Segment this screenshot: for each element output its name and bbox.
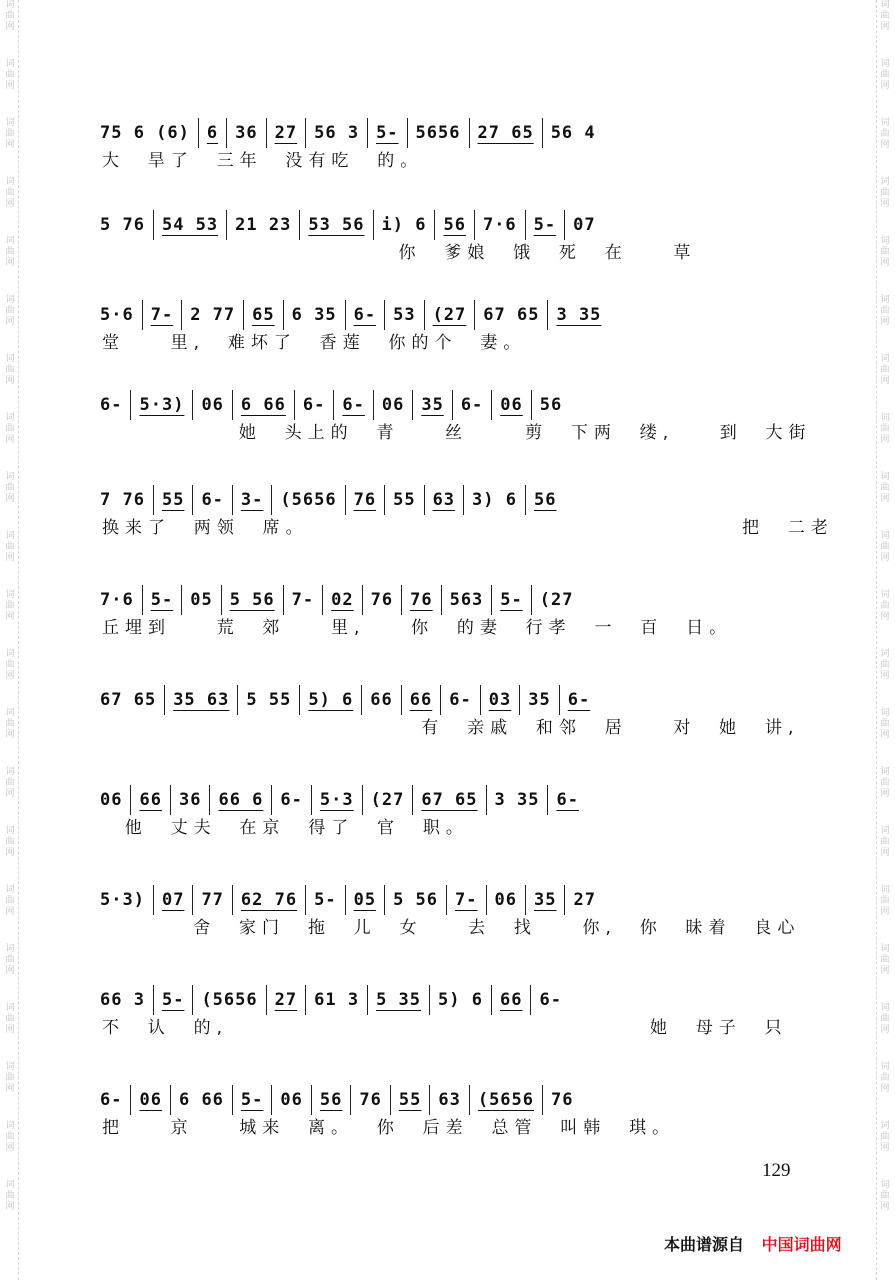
measure: 35 [520,685,559,715]
score-system [92,885,812,941]
measure: 06 [492,390,531,420]
measure: 06 [92,785,131,815]
watermark-text: 词曲网 [880,1121,890,1153]
watermark-text: 词曲网 [5,295,15,327]
watermark-text: 词曲网 [5,1003,15,1035]
watermark-text: 词曲网 [880,531,890,563]
watermark-text: 词曲网 [5,1121,15,1153]
watermark-text: 词曲网 [5,1062,15,1094]
watermark-text: 词曲网 [880,708,890,740]
measure: 6- [92,1085,131,1115]
measure: 7·6 [475,210,526,240]
watermark-text: 词曲网 [880,59,890,91]
measure: 6 [199,118,227,148]
measure: 5) 6 [430,985,492,1015]
measure: 7- [284,585,323,615]
watermark-text: 词曲网 [880,177,890,209]
measure: i) 6 [374,210,436,240]
measure: 76 [402,585,441,615]
watermark-text: 词曲网 [880,354,890,386]
measure: 21 23 [227,210,300,240]
notation-line [92,390,812,420]
measure: 5·3) [92,885,154,915]
watermark-text: 词曲网 [5,531,15,563]
measure: 66 3 [92,985,154,1015]
measure: 5- [526,210,565,240]
score-system [92,300,812,356]
left-watermark-strip [2,0,19,1280]
measure: 2 77 [182,300,244,330]
score-system [92,585,812,641]
notation-line [92,1085,812,1115]
measure: 5·3 [312,785,363,815]
measure: 55 [154,485,193,515]
measure: 3 35 [487,785,549,815]
measure: 35 63 [165,685,238,715]
watermark-text: 词曲网 [880,413,890,445]
measure: 06 [131,1085,170,1115]
measure: 5- [233,1085,272,1115]
watermark-text: 词曲网 [5,885,15,917]
watermark-text: 词曲网 [880,1003,890,1035]
measure: 6- [556,790,579,810]
measure: 5) 6 [300,685,362,715]
measure: 56 [539,395,563,415]
measure: 5 76 [92,210,154,240]
measure: 7- [447,885,486,915]
measure: 06 [487,885,526,915]
measure: 35 [413,390,452,420]
measure: (27 [363,785,414,815]
notation-line [92,985,812,1015]
lyrics-line: 换来了 两领 席。 把 二老 [102,518,834,538]
lyrics-line: 丘埋到 荒 郊 里, 你 的妻 行孝 一 百 日。 [102,618,733,638]
measure: 55 [385,485,424,515]
measure: 67 65 [413,785,486,815]
measure: 6 66 [233,390,295,420]
measure: 54 53 [154,210,227,240]
lyrics-line: 舍 家门 拖 儿 女 去 找 你, 你 昧着 良心 [102,918,801,938]
measure: 6- [334,390,373,420]
lyrics-line: 他 丈夫 在京 得了 官 职。 [102,818,469,838]
page-number: 129 [762,1160,791,1181]
measure: 5- [143,585,182,615]
measure: 27 65 [470,118,543,148]
notation-line [92,210,812,240]
measure: 77 [193,885,232,915]
watermark-text: 词曲网 [5,708,15,740]
measure: (5656 [272,485,345,515]
watermark-text: 词曲网 [5,1180,15,1212]
measure: 56 [534,490,557,510]
measure: 67 65 [92,685,165,715]
measure: 02 [323,585,362,615]
score-system [92,785,812,841]
notation-line [92,885,812,915]
lyrics-line: 把 京 城来 离。 你 后差 总管 叫韩 琪。 [102,1118,676,1138]
measure: 27 [267,118,306,148]
score-system [92,390,812,446]
source-credit [664,1232,842,1255]
measure: (5656 [193,985,266,1015]
measure: (5656 [470,1085,543,1115]
watermark-text: 词曲网 [880,472,890,504]
watermark-text: 词曲网 [5,944,15,976]
measure: 76 [351,1085,390,1115]
measure: 53 56 [300,210,373,240]
notation-line [92,585,812,615]
watermark-text: 词曲网 [880,590,890,622]
measure: 5- [306,885,345,915]
measure: 66 [402,685,441,715]
score-system [92,210,812,266]
score-system [92,1085,812,1141]
lyrics-line: 大 旱了 三年 没有吃 的。 [102,151,424,171]
measure: 35 [526,885,565,915]
lyrics-line: 有 亲戚 和邻 居 对 她 讲, [102,718,800,738]
measure: 563 [442,585,493,615]
watermark-text: 词曲网 [5,236,15,268]
measure: 76 [346,485,385,515]
measure: (27 [539,590,574,610]
measure: 6- [272,785,311,815]
measure: 56 [312,1085,351,1115]
measure: 6 35 [284,300,346,330]
watermark-text: 词曲网 [5,472,15,504]
measure: 76 [363,585,402,615]
watermark-text: 词曲网 [5,0,15,32]
measure: 66 [492,985,531,1015]
measure: 5 35 [368,985,430,1015]
measure: 6 66 [171,1085,233,1115]
measure: 3) 6 [464,485,526,515]
measure: 27 [573,890,596,910]
measure: 6- [346,300,385,330]
measure: 7 76 [92,485,154,515]
measure: 27 [267,985,306,1015]
lyrics-line: 不 认 的, 她 母子 只 [102,1018,788,1038]
watermark-text: 词曲网 [880,649,890,681]
watermark-text: 词曲网 [880,1062,890,1094]
measure: 55 [391,1085,430,1115]
measure: 07 [154,885,193,915]
watermark-text: 词曲网 [5,826,15,858]
lyrics-line: 她 头上的 青 丝 剪 下两 缕, 到 大街 [102,423,812,443]
measure: 5 56 [385,885,447,915]
source-label: 本曲谱源自 [664,1235,745,1254]
measure: 67 65 [475,300,548,330]
watermark-text: 词曲网 [880,826,890,858]
measure: 5- [154,985,193,1015]
measure: 3- [233,485,272,515]
watermark-text: 词曲网 [880,767,890,799]
watermark-text: 词曲网 [880,295,890,327]
measure: 5- [368,118,407,148]
measure: 6- [193,485,232,515]
measure: 3 35 [556,305,602,325]
measure: 36 [227,118,266,148]
measure: 7·6 [92,585,143,615]
watermark-text: 词曲网 [5,767,15,799]
measure: 6- [567,690,591,710]
measure: 5 56 [222,585,284,615]
measure: 5- [492,585,531,615]
measure: 66 [362,685,401,715]
measure: 63 [425,485,464,515]
watermark-text: 词曲网 [880,885,890,917]
measure: 66 [131,785,170,815]
watermark-text: 词曲网 [5,118,15,150]
notation-line [92,300,812,330]
watermark-text: 词曲网 [880,236,890,268]
score-system [92,118,812,174]
lyrics-line: 你 爹娘 饿 死 在 草 [102,243,697,263]
measure: 6- [295,390,334,420]
score-system [92,485,834,541]
measure: 75 6 (6) [92,118,199,148]
measure: 06 [193,390,232,420]
notation-line [92,118,812,148]
measure: (27 [425,300,476,330]
measure: 6- [539,990,562,1010]
measure: 53 [385,300,424,330]
measure: 5656 [408,118,470,148]
measure: 6- [453,390,492,420]
watermark-text: 词曲网 [880,1180,890,1212]
measure: 76 [551,1090,574,1110]
watermark-text: 词曲网 [5,413,15,445]
score-system [92,685,812,741]
watermark-text: 词曲网 [5,590,15,622]
measure: 6- [441,685,480,715]
measure: 66 6 [210,785,272,815]
watermark-text: 词曲网 [880,0,890,32]
measure: 56 [435,210,474,240]
measure: 5·3) [131,390,193,420]
watermark-text: 词曲网 [5,354,15,386]
measure: 56 4 [550,123,596,143]
measure: 5·6 [92,300,143,330]
measure: 6- [92,390,131,420]
measure: 65 [244,300,283,330]
source-site-link[interactable]: 中国词曲网 [761,1235,842,1254]
measure: 61 3 [306,985,368,1015]
watermark-text: 词曲网 [880,118,890,150]
right-watermark-strip [876,0,893,1280]
watermark-text: 词曲网 [5,59,15,91]
measure: 06 [374,390,413,420]
watermark-text: 词曲网 [5,177,15,209]
measure: 06 [272,1085,311,1115]
notation-line [92,485,812,515]
lyrics-line: 堂 里, 难坏了 香莲 你的个 妻。 [102,333,527,353]
notation-line [92,685,812,715]
measure: 03 [481,685,520,715]
measure: 05 [346,885,385,915]
watermark-text: 词曲网 [5,649,15,681]
measure: 5 55 [238,685,300,715]
watermark-text: 词曲网 [880,944,890,976]
measure: 56 3 [306,118,368,148]
measure: 05 [182,585,221,615]
measure: 62 76 [233,885,306,915]
measure: 36 [171,785,210,815]
measure: 7- [143,300,182,330]
measure: 63 [430,1085,469,1115]
measure: 07 [573,215,596,235]
notation-line [92,785,812,815]
score-system [92,985,812,1041]
